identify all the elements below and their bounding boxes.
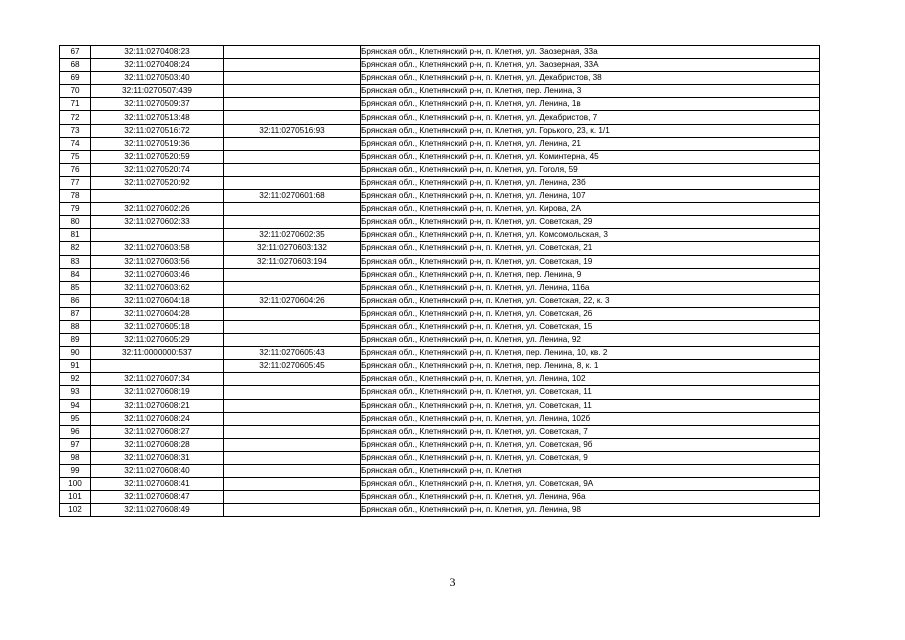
row-number-cell: 83	[60, 255, 91, 268]
related-cadastral-number-cell	[224, 438, 361, 451]
related-cadastral-number-cell	[224, 307, 361, 320]
row-number-cell: 80	[60, 216, 91, 229]
table-row	[60, 478, 820, 491]
row-number-cell: 97	[60, 438, 91, 451]
cadastral-number-cell: 32:11:0270608:27	[91, 425, 224, 438]
row-number-cell: 85	[60, 281, 91, 294]
row-number-cell: 74	[60, 137, 91, 150]
address-cell: Брянская обл., Клетнянский р-н, п. Клетня, ул. Комсомольская, 3	[361, 229, 820, 242]
row-number-cell: 90	[60, 347, 91, 360]
address-cell: Брянская обл., Клетнянский р-н, п. Клетня, ул. Заозерная, 33а	[361, 46, 820, 59]
related-cadastral-number-cell: 32:11:0270604:26	[224, 294, 361, 307]
row-number-cell: 98	[60, 451, 91, 464]
related-cadastral-number-cell	[224, 451, 361, 464]
cadastral-number-cell: 32:11:0270408:23	[91, 46, 224, 59]
cadastral-number-cell: 32:11:0270605:29	[91, 334, 224, 347]
address-cell: Брянская обл., Клетнянский р-н, п. Клетня, ул. Ленина, 98	[361, 504, 820, 517]
address-cell: Брянская обл., Клетнянский р-н, п. Клетня, ул. Советская, 22, к. 3	[361, 294, 820, 307]
address-cell: Брянская обл., Клетнянский р-н, п. Клетня, ул. Советская, 9б	[361, 438, 820, 451]
cadastral-number-cell: 32:11:0270608:40	[91, 465, 224, 478]
table-row	[60, 451, 820, 464]
row-number-cell: 89	[60, 334, 91, 347]
related-cadastral-number-cell	[224, 320, 361, 333]
cadastral-number-cell: 32:11:0000000:537	[91, 347, 224, 360]
related-cadastral-number-cell	[224, 176, 361, 189]
table-row	[60, 281, 820, 294]
row-number-cell: 92	[60, 373, 91, 386]
address-cell: Брянская обл., Клетнянский р-н, п. Клетня, ул. Горького, 23, к. 1/1	[361, 124, 820, 137]
cadastral-number-cell: 32:11:0270607:34	[91, 373, 224, 386]
cadastral-number-cell: 32:11:0270513:48	[91, 111, 224, 124]
table-row	[60, 98, 820, 111]
cadastral-number-cell: 32:11:0270608:41	[91, 478, 224, 491]
related-cadastral-number-cell	[224, 491, 361, 504]
address-cell: Брянская обл., Клетнянский р-н, п. Клетня, ул. Коминтерна, 45	[361, 150, 820, 163]
related-cadastral-number-cell	[224, 163, 361, 176]
address-cell: Брянская обл., Клетнянский р-н, п. Клетня, ул. Советская, 29	[361, 216, 820, 229]
address-cell: Брянская обл., Клетнянский р-н, п. Клетня, пер. Ленина, 3	[361, 85, 820, 98]
address-cell: Брянская обл., Клетнянский р-н, п. Клетня, пер. Ленина, 10, кв. 2	[361, 347, 820, 360]
table-row	[60, 59, 820, 72]
table-row	[60, 229, 820, 242]
address-cell: Брянская обл., Клетнянский р-н, п. Клетня, ул. Ленина, 107	[361, 190, 820, 203]
cadastral-number-cell: 32:11:0270608:21	[91, 399, 224, 412]
related-cadastral-number-cell: 32:11:0270516:93	[224, 124, 361, 137]
cadastral-number-cell: 32:11:0270520:92	[91, 176, 224, 189]
cadastral-number-cell: 32:11:0270507:439	[91, 85, 224, 98]
row-number-cell: 82	[60, 242, 91, 255]
related-cadastral-number-cell	[224, 111, 361, 124]
row-number-cell: 96	[60, 425, 91, 438]
cadastral-number-cell: 32:11:0270602:26	[91, 203, 224, 216]
table-row	[60, 137, 820, 150]
row-number-cell: 67	[60, 46, 91, 59]
table-row	[60, 111, 820, 124]
cadastral-number-cell: 32:11:0270603:58	[91, 242, 224, 255]
cadastral-number-cell: 32:11:0270604:28	[91, 307, 224, 320]
row-number-cell: 99	[60, 465, 91, 478]
cadastral-number-cell: 32:11:0270520:74	[91, 163, 224, 176]
table-row	[60, 412, 820, 425]
row-number-cell: 94	[60, 399, 91, 412]
table-row	[60, 46, 820, 59]
related-cadastral-number-cell	[224, 465, 361, 478]
table-row	[60, 425, 820, 438]
table-row	[60, 504, 820, 517]
table-row	[60, 294, 820, 307]
row-number-cell: 78	[60, 190, 91, 203]
address-cell: Брянская обл., Клетнянский р-н, п. Клетня, ул. Заозерная, 33А	[361, 59, 820, 72]
related-cadastral-number-cell: 32:11:0270602:35	[224, 229, 361, 242]
table-row	[60, 124, 820, 137]
row-number-cell: 73	[60, 124, 91, 137]
cadastral-number-cell: 32:11:0270408:24	[91, 59, 224, 72]
address-cell: Брянская обл., Клетнянский р-н, п. Клетня, ул. Ленина, 102б	[361, 412, 820, 425]
row-number-cell: 88	[60, 320, 91, 333]
row-number-cell: 95	[60, 412, 91, 425]
row-number-cell: 71	[60, 98, 91, 111]
table-row	[60, 216, 820, 229]
cadastral-number-cell: 32:11:0270519:36	[91, 137, 224, 150]
cadastral-number-cell	[91, 360, 224, 373]
table-row	[60, 150, 820, 163]
address-cell: Брянская обл., Клетнянский р-н, п. Клетня, ул. Гоголя, 59	[361, 163, 820, 176]
table-row	[60, 465, 820, 478]
table-row	[60, 85, 820, 98]
related-cadastral-number-cell: 32:11:0270605:45	[224, 360, 361, 373]
address-cell: Брянская обл., Клетнянский р-н, п. Клетня, ул. Ленина, 92	[361, 334, 820, 347]
related-cadastral-number-cell	[224, 412, 361, 425]
table-row	[60, 373, 820, 386]
address-cell: Брянская обл., Клетнянский р-н, п. Клетня, ул. Советская, 11	[361, 386, 820, 399]
cadastral-number-cell: 32:11:0270509:37	[91, 98, 224, 111]
cadastral-number-cell: 32:11:0270608:47	[91, 491, 224, 504]
related-cadastral-number-cell	[224, 281, 361, 294]
address-cell: Брянская обл., Клетнянский р-н, п. Клетня, ул. Советская, 26	[361, 307, 820, 320]
related-cadastral-number-cell: 32:11:0270603:194	[224, 255, 361, 268]
cadastral-number-cell: 32:11:0270604:18	[91, 294, 224, 307]
row-number-cell: 76	[60, 163, 91, 176]
cadastral-number-cell: 32:11:0270608:49	[91, 504, 224, 517]
table-row	[60, 203, 820, 216]
related-cadastral-number-cell	[224, 399, 361, 412]
table-row	[60, 268, 820, 281]
cadastral-number-cell	[91, 229, 224, 242]
table-row	[60, 176, 820, 189]
table-row	[60, 190, 820, 203]
related-cadastral-number-cell: 32:11:0270601:68	[224, 190, 361, 203]
related-cadastral-number-cell	[224, 59, 361, 72]
property-table-body	[60, 46, 820, 517]
address-cell: Брянская обл., Клетнянский р-н, п. Клетня, ул. Советская, 11	[361, 399, 820, 412]
address-cell: Брянская обл., Клетнянский р-н, п. Клетня, ул. Советская, 15	[361, 320, 820, 333]
row-number-cell: 84	[60, 268, 91, 281]
cadastral-number-cell: 32:11:0270520:59	[91, 150, 224, 163]
table-row	[60, 399, 820, 412]
row-number-cell: 87	[60, 307, 91, 320]
cadastral-number-cell: 32:11:0270603:62	[91, 281, 224, 294]
related-cadastral-number-cell	[224, 46, 361, 59]
page-number: 3	[449, 575, 456, 589]
related-cadastral-number-cell	[224, 203, 361, 216]
row-number-cell: 68	[60, 59, 91, 72]
related-cadastral-number-cell	[224, 386, 361, 399]
address-cell: Брянская обл., Клетнянский р-н, п. Клетня, ул. Ленина, 23б	[361, 176, 820, 189]
related-cadastral-number-cell	[224, 425, 361, 438]
table-row	[60, 386, 820, 399]
address-cell: Брянская обл., Клетнянский р-н, п. Клетня, пер. Ленина, 8, к. 1	[361, 360, 820, 373]
row-number-cell: 93	[60, 386, 91, 399]
related-cadastral-number-cell	[224, 85, 361, 98]
table-row	[60, 334, 820, 347]
cadastral-number-cell: 32:11:0270608:24	[91, 412, 224, 425]
cadastral-number-cell: 32:11:0270603:56	[91, 255, 224, 268]
address-cell: Брянская обл., Клетнянский р-н, п. Клетня, ул. Советская, 21	[361, 242, 820, 255]
row-number-cell: 102	[60, 504, 91, 517]
row-number-cell: 91	[60, 360, 91, 373]
address-cell: Брянская обл., Клетнянский р-н, п. Клетня, ул. Ленина, 21	[361, 137, 820, 150]
table-row	[60, 72, 820, 85]
address-cell: Брянская обл., Клетнянский р-н, п. Клетня, ул. Советская, 9	[361, 451, 820, 464]
related-cadastral-number-cell: 32:11:0270603:132	[224, 242, 361, 255]
related-cadastral-number-cell	[224, 268, 361, 281]
table-row	[60, 255, 820, 268]
table-row	[60, 242, 820, 255]
row-number-cell: 75	[60, 150, 91, 163]
cadastral-number-cell: 32:11:0270608:19	[91, 386, 224, 399]
row-number-cell: 86	[60, 294, 91, 307]
cadastral-number-cell: 32:11:0270608:31	[91, 451, 224, 464]
row-number-cell: 69	[60, 72, 91, 85]
table-row	[60, 438, 820, 451]
related-cadastral-number-cell	[224, 150, 361, 163]
property-table	[59, 45, 820, 517]
cadastral-number-cell: 32:11:0270516:72	[91, 124, 224, 137]
cadastral-number-cell: 32:11:0270608:28	[91, 438, 224, 451]
address-cell: Брянская обл., Клетнянский р-н, п. Клетня, ул. Кирова, 2А	[361, 203, 820, 216]
address-cell: Брянская обл., Клетнянский р-н, п. Клетня, ул. Ленина, 102	[361, 373, 820, 386]
address-cell: Брянская обл., Клетнянский р-н, п. Клетня, ул. Декабристов, 7	[361, 111, 820, 124]
row-number-cell: 77	[60, 176, 91, 189]
address-cell: Брянская обл., Клетнянский р-н, п. Клетня, ул. Ленина, 96а	[361, 491, 820, 504]
related-cadastral-number-cell	[224, 478, 361, 491]
row-number-cell: 101	[60, 491, 91, 504]
table-row	[60, 491, 820, 504]
address-cell: Брянская обл., Клетнянский р-н, п. Клетня, ул. Ленина, 116а	[361, 281, 820, 294]
related-cadastral-number-cell	[224, 334, 361, 347]
row-number-cell: 100	[60, 478, 91, 491]
related-cadastral-number-cell	[224, 72, 361, 85]
table-row	[60, 347, 820, 360]
related-cadastral-number-cell: 32:11:0270605:43	[224, 347, 361, 360]
row-number-cell: 72	[60, 111, 91, 124]
cadastral-number-cell: 32:11:0270602:33	[91, 216, 224, 229]
row-number-cell: 79	[60, 203, 91, 216]
related-cadastral-number-cell	[224, 216, 361, 229]
table-row	[60, 307, 820, 320]
row-number-cell: 81	[60, 229, 91, 242]
address-cell: Брянская обл., Клетнянский р-н, п. Клетня, пер. Ленина, 9	[361, 268, 820, 281]
related-cadastral-number-cell	[224, 373, 361, 386]
address-cell: Брянская обл., Клетнянский р-н, п. Клетня, ул. Советская, 7	[361, 425, 820, 438]
address-cell: Брянская обл., Клетнянский р-н, п. Клетня	[361, 465, 820, 478]
address-cell: Брянская обл., Клетнянский р-н, п. Клетня, ул. Советская, 9А	[361, 478, 820, 491]
related-cadastral-number-cell	[224, 504, 361, 517]
table-row	[60, 360, 820, 373]
address-cell: Брянская обл., Клетнянский р-н, п. Клетня, ул. Ленина, 1в	[361, 98, 820, 111]
related-cadastral-number-cell	[224, 98, 361, 111]
table-row	[60, 320, 820, 333]
address-cell: Брянская обл., Клетнянский р-н, п. Клетня, ул. Декабристов, 38	[361, 72, 820, 85]
cadastral-number-cell: 32:11:0270605:18	[91, 320, 224, 333]
cadastral-number-cell	[91, 190, 224, 203]
row-number-cell: 70	[60, 85, 91, 98]
related-cadastral-number-cell	[224, 137, 361, 150]
cadastral-number-cell: 32:11:0270603:46	[91, 268, 224, 281]
cadastral-number-cell: 32:11:0270503:40	[91, 72, 224, 85]
table-row	[60, 163, 820, 176]
address-cell: Брянская обл., Клетнянский р-н, п. Клетня, ул. Советская, 19	[361, 255, 820, 268]
